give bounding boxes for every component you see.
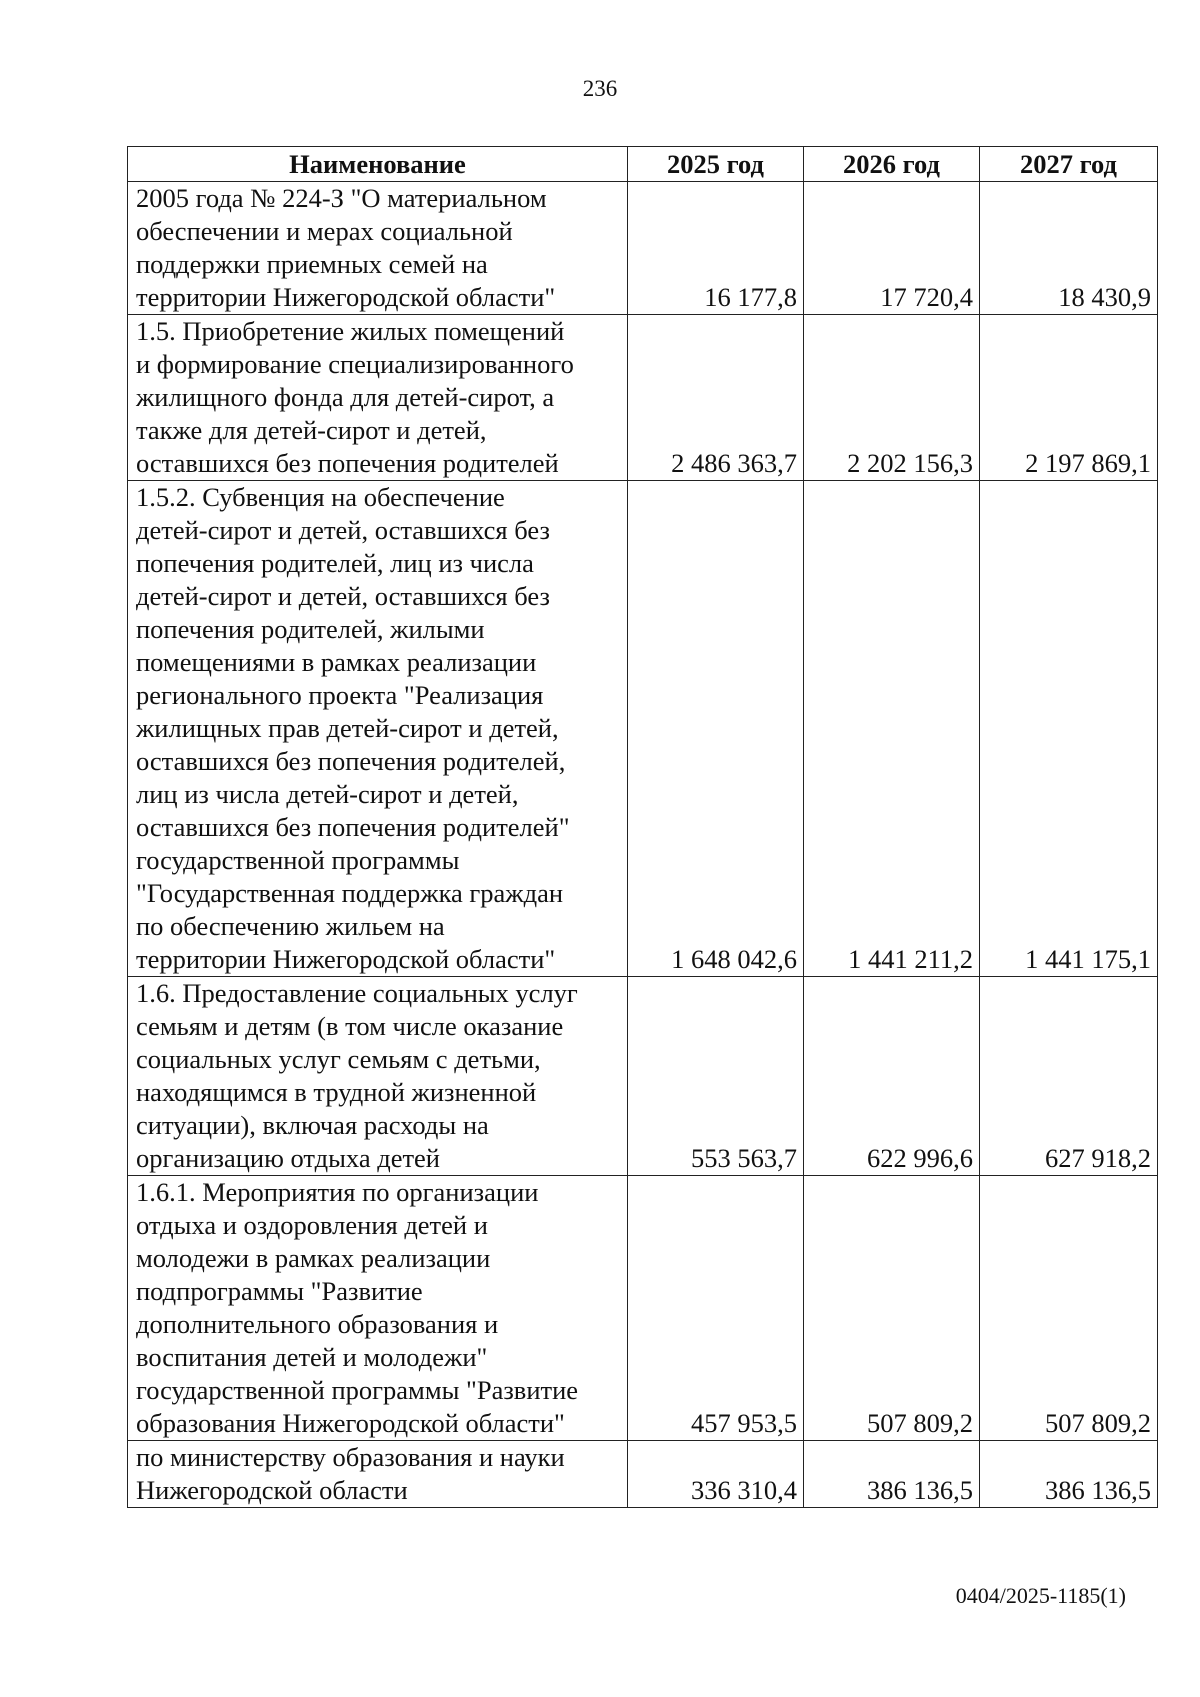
row-name: по министерству образования и науки Нижегородской области <box>128 1441 628 1508</box>
table-row <box>128 1176 1158 1441</box>
table-row <box>128 315 1158 481</box>
document-code: 0404/2025-1185(1) <box>955 1583 1126 1608</box>
row-value-2025: 457 953,5 <box>628 1176 804 1441</box>
row-value-2026: 17 720,4 <box>804 182 980 315</box>
table-row <box>128 977 1158 1176</box>
row-value-2025: 1 648 042,6 <box>628 481 804 977</box>
row-value-2026: 386 136,5 <box>804 1441 980 1508</box>
row-value-2025: 2 486 363,7 <box>628 315 804 481</box>
row-name: 1.6.1. Мероприятия по организации отдыха и оздоровления детей и молодежи в рамках реализации подпрограммы "Развитие дополнительного образования и воспитания детей и молодежи" государственной программы "Развитие образования Нижегородской области" <box>128 1176 628 1441</box>
budget-table <box>127 146 1158 1508</box>
row-value-2026: 1 441 211,2 <box>804 481 980 977</box>
table-row <box>128 1441 1158 1508</box>
row-value-2026: 2 202 156,3 <box>804 315 980 481</box>
header-name: Наименование <box>128 147 628 182</box>
row-value-2027: 507 809,2 <box>980 1176 1158 1441</box>
header-2027: 2027 год <box>980 147 1158 182</box>
row-value-2027: 18 430,9 <box>980 182 1158 315</box>
header-2026: 2026 год <box>804 147 980 182</box>
row-value-2025: 16 177,8 <box>628 182 804 315</box>
row-name: 1.5.2. Субвенция на обеспечение детей-сирот и детей, оставшихся без попечения родителей, лиц из числа детей-сирот и детей, оставшихся без попечения родителей, жилыми помещениями в рамках реализации регионального проекта "Реализация жилищных прав детей-сирот и детей, оставшихся без попечения родителей, лиц из числа детей-сирот и детей, оставшихся без попечения родителей" государственной программы "Государственная поддержка граждан по обеспечению жильем на территории Нижегородской области" <box>128 481 628 977</box>
row-name: 2005 года № 224-З "О материальном обеспечении и мерах социальной поддержки приемных семей на территории Нижегородской области" <box>128 182 628 315</box>
row-value-2026: 507 809,2 <box>804 1176 980 1441</box>
row-value-2025: 336 310,4 <box>628 1441 804 1508</box>
table-row <box>128 481 1158 977</box>
row-value-2027: 627 918,2 <box>980 977 1158 1176</box>
header-2025: 2025 год <box>628 147 804 182</box>
row-value-2026: 622 996,6 <box>804 977 980 1176</box>
row-value-2027: 2 197 869,1 <box>980 315 1158 481</box>
page-number: 236 <box>582 76 618 101</box>
table-header-row <box>128 147 1158 182</box>
row-value-2027: 1 441 175,1 <box>980 481 1158 977</box>
row-name: 1.6. Предоставление социальных услуг семьям и детям (в том числе оказание социальных услуг семьям с детьми, находящимся в трудной жизненной ситуации), включая расходы на организацию отдыха детей <box>128 977 628 1176</box>
row-value-2025: 553 563,7 <box>628 977 804 1176</box>
row-value-2027: 386 136,5 <box>980 1441 1158 1508</box>
table-row <box>128 182 1158 315</box>
row-name: 1.5. Приобретение жилых помещений и формирование специализированного жилищного фонда для детей-сирот, а также для детей-сирот и детей, оставшихся без попечения родителей <box>128 315 628 481</box>
